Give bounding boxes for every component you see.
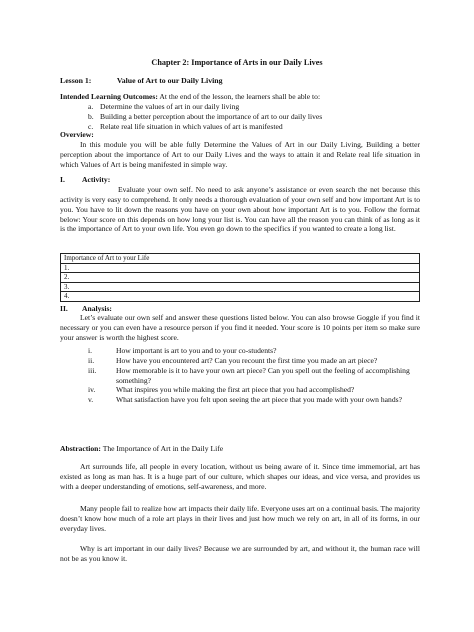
list-text: Relate real life situation in which values of art is manifested — [100, 121, 283, 131]
activity-heading — [60, 175, 110, 185]
list-marker: a. — [88, 102, 94, 111]
list-text: Determine the values of art in our daily living — [100, 102, 240, 111]
lesson-heading — [60, 76, 420, 86]
overview-heading: Overview: — [60, 130, 94, 139]
table-cell: 3. — [61, 282, 420, 292]
learning-outcomes-list — [88, 102, 428, 132]
table-header: Importance of Art to your Life — [61, 254, 420, 264]
lesson-label: Lesson 1: — [60, 76, 92, 85]
table-cell: 1. — [61, 263, 420, 273]
list-text: Building a better perception about the importance of art to our daily lives — [100, 111, 323, 121]
abstraction-paragraph: Art surrounds life, all people in every location, without us being aware of it. Since time immemorial, art has existed as long as man has. It is a huge part of our culture, which shapes our ideas, and vice versa, and provides us with a deeper understanding of emotions, self-awareness, and more. — [60, 462, 420, 491]
table-header-row — [61, 254, 420, 264]
list-item — [88, 112, 428, 122]
abstraction-label: Abstraction: — [60, 444, 101, 453]
question-number: ii. — [88, 355, 95, 365]
chapter-title: Chapter 2: Importance of Arts in our Daily Lives — [151, 58, 323, 67]
ilo-label: Intended Learning Outcomes: — [60, 92, 158, 101]
ilo-intro: At the end of the lesson, the learners shall be able to: — [159, 92, 321, 101]
table-cell: 2. — [61, 273, 420, 283]
section-number: II. — [60, 304, 68, 313]
question-number: v. — [88, 395, 94, 405]
table-row — [61, 292, 420, 302]
question-text: What inspires you while making the first art piece that you had accomplished? — [116, 385, 355, 395]
abstraction-paragraph: Many people fail to realize how art impacts their daily life. Everyone uses art on a continual basis. The majority doesn’t know how much of a role art plays in their lives and just how much we rely on art, in all of its forms, in our everyday lives. — [60, 504, 420, 533]
question-number: iii. — [88, 365, 97, 375]
question-text: How have you encountered art? Can you recount the first time you made an art piece? — [116, 355, 378, 365]
section-title: Analysis: — [82, 304, 112, 313]
list-marker: b. — [88, 111, 94, 121]
activity-text: Evaluate your own self. No need to ask anyone’s assistance or even search the net because this activity is very easy to comprehend. It only needs a thorough evaluation of your own self and how important Art is to you. You have to lit down the reasons you have on your own about how important Art is to you. Follow the format below: Your score on this depends on how long your list is. You can have all the reason you can think of as long as it is the importance of Art to your own life. You even go down to the specifics if you wanted to create a long list. — [60, 185, 420, 234]
section-number: I. — [60, 175, 65, 184]
overview-text: In this module you will be able fully Determine the Values of Art in our Daily Living, Building a better perception about the importance of Art to our Daily Lives and the ways to attain it and Relate real life situation in which Values of Art is being manifested in simple way. — [60, 140, 420, 169]
question-text: What satisfaction have you felt upon seeing the art piece that you made with your own hands? — [116, 395, 402, 405]
list-item — [88, 366, 420, 386]
question-text: How important is art to you and to your co-students? — [116, 346, 277, 355]
abstraction-paragraph: Why is art important in our daily lives? Because we are surrounded by art, and without it, the human race will not be as you know it. — [60, 544, 420, 563]
list-item — [88, 356, 420, 366]
list-item — [88, 385, 420, 395]
list-item — [88, 346, 420, 356]
importance-table — [60, 253, 420, 302]
table-row — [61, 282, 420, 292]
question-number: iv. — [88, 385, 96, 395]
list-item — [88, 395, 420, 405]
analysis-questions — [88, 346, 420, 405]
list-item — [88, 122, 428, 132]
table-cell: 4. — [61, 292, 420, 302]
list-item — [88, 102, 428, 112]
list-marker: c. — [88, 121, 94, 131]
question-number: i. — [88, 346, 93, 355]
section-title: Activity: — [82, 175, 111, 184]
learning-outcomes-intro — [60, 92, 420, 102]
analysis-text: Let’s evaluate our own self and answer these questions listed below. You can also browse Goggle if you find it necessary or you can even have a resource person if you find it needed. Your score is 10 points per item so make sure your answer is worth the highest score. — [60, 313, 420, 342]
lesson-title: Value of Art to our Daily Living — [116, 76, 223, 85]
table-row — [61, 263, 420, 273]
table-row — [61, 273, 420, 283]
abstraction-title: The Importance of Art in the Daily Life — [102, 444, 224, 453]
abstraction-heading — [60, 444, 420, 454]
question-text: How memorable is it to have your own art piece? Can you spell out the feeling of accomplishing something? — [116, 365, 410, 385]
